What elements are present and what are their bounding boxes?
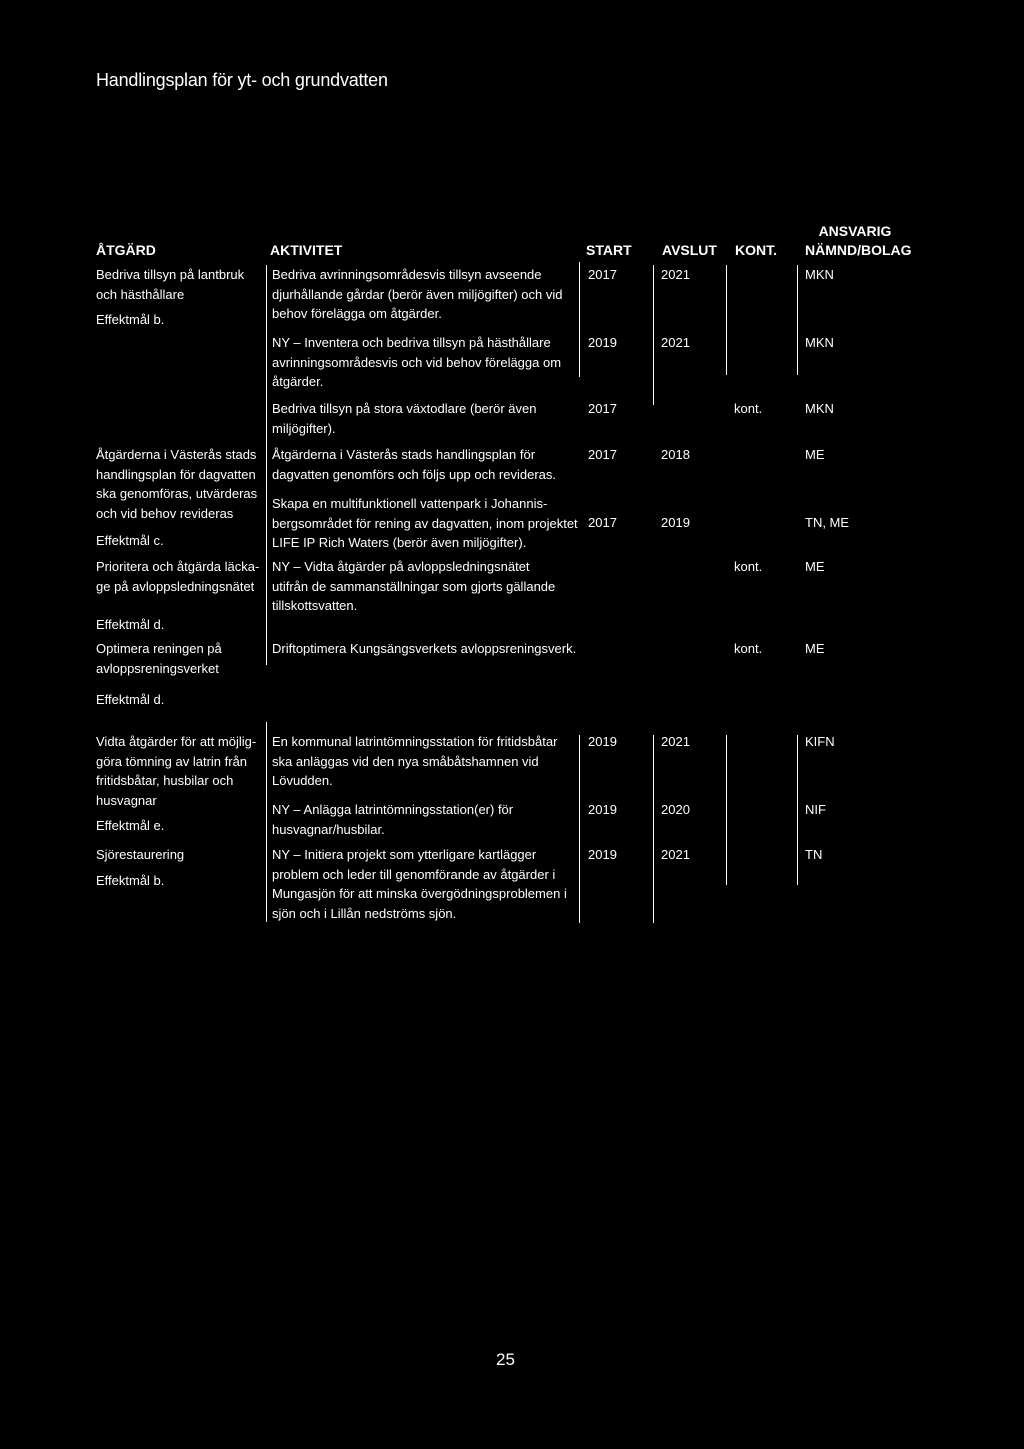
activity-start: 2017 [588,267,617,282]
activity-8 [272,732,557,791]
activity-text-line: Driftoptimera Kungsängsverkets avloppsreningsverk. [272,641,577,656]
action-group-2 [96,445,257,551]
action-text-line: Optimera reningen på [96,641,222,656]
activity-responsible: ME [805,559,825,574]
activity-responsible: TN [805,847,823,862]
activity-text-line: Bedriva tillsyn på stora växtodlare (berör även [272,401,537,416]
column-divider [797,735,798,885]
activity-4 [272,445,556,484]
activity-text-line: tillskottsvatten. [272,598,358,613]
column-divider [266,265,267,665]
page-title: Handlingsplan för yt- och grundvatten [96,70,388,90]
column-divider [726,735,727,885]
activity-kont: kont. [734,401,763,416]
header-ansvarig-line2: NÄMND/BOLAG [805,242,912,258]
activity-responsible: ME [805,447,825,462]
activity-responsible: MKN [805,335,834,350]
activity-text-line: Åtgärderna i Västerås stads handlingsplan för [272,447,536,462]
action-text-line: Åtgärderna i Västerås stads [96,447,257,462]
action-group-4 [96,639,222,710]
activity-end: 2020 [661,802,690,817]
action-text-line: husvagnar [96,792,157,808]
activity-kont: kont. [734,559,763,574]
activity-text-line: bergsområdet för rening av dagvatten, inom projektet [272,515,578,531]
action-goal: Effektmål d. [96,692,165,707]
action-text-line: och vid behov revideras [96,505,234,521]
action-text-line: Sjörestaurering [96,847,185,862]
activity-text-line: Mungasjön för att minska övergödningsproblemen i [272,886,567,901]
activity-text-line: miljögifter). [272,420,336,436]
activity-text-line: NY – Initiera projekt som ytterligare kartlägger [272,847,537,862]
activity-text-line: En kommunal latrintömningsstation för fritidsbåtar [272,734,558,749]
action-group-3 [96,557,259,635]
activity-start: 2019 [588,802,617,817]
activity-text-line: NY – Vidta åtgärder på avloppsledningsnätet [272,559,530,574]
action-group-6 [96,845,184,890]
header-aktivitet: AKTIVITET [270,242,343,258]
activity-start: 2019 [588,335,617,350]
activity-end: 2021 [661,267,690,282]
activity-6 [272,557,555,616]
column-divider [653,735,654,923]
activity-start: 2017 [588,401,617,416]
column-divider [726,265,727,375]
activity-10 [272,845,567,923]
header-kont: KONT. [735,242,777,258]
activity-responsible: TN, ME [805,515,850,530]
activity-text-line: Lövudden. [272,773,333,788]
page-number: 25 [496,1350,515,1369]
activity-start: 2019 [588,847,617,862]
activity-1 [272,265,562,324]
action-goal: Effektmål c. [96,533,164,548]
header-ansvarig [805,222,912,260]
header-ansvarig-line1: ANSVARIG [818,223,892,239]
header-start: START [586,242,632,258]
activity-responsible: MKN [805,267,834,282]
column-divider [653,265,654,405]
activity-responsible: NIF [805,802,826,817]
action-text-line: ge på avloppsledningsnätet [96,578,255,594]
column-divider [266,722,267,922]
activity-end: 2021 [661,734,690,749]
activity-end: 2018 [661,447,690,462]
action-goal: Effektmål d. [96,617,165,632]
activity-start: 2019 [588,734,617,749]
activity-end: 2019 [661,515,690,530]
action-text-line: handlingsplan för dagvatten [96,466,256,482]
activity-text-line: problem och leder till genomförande av åtgärder i [272,866,556,882]
activity-text-line: djurhållande gårdar (berör även miljögifter) och vid [272,286,563,302]
activity-text-line: NY – Anlägga latrintömningsstation(er) för [272,802,514,817]
activity-text-line: NY – Inventera och bedriva tillsyn på hästhållare [272,335,551,350]
activity-responsible: MKN [805,401,834,416]
activity-text-line: Bedriva avrinningsområdesvis tillsyn avseende [272,267,542,282]
activity-end: 2021 [661,335,690,350]
activity-3 [272,399,536,438]
action-text-line: Bedriva tillsyn på lantbruk [96,267,245,282]
column-divider [579,262,580,377]
action-text-line: ska genomföras, utvärderas [96,486,258,501]
activity-start: 2017 [588,447,617,462]
action-text-line: Vidta åtgärder för att möjlig- [96,734,257,749]
activity-5 [272,494,578,553]
activity-text-line: Skapa en multifunktionell vattenpark i Johannis- [272,496,548,511]
activity-text-line: ska anläggas vid den nya småbåtshamnen vid [272,753,539,769]
activity-text-line: husvagnar/husbilar. [272,821,385,837]
activity-9 [272,800,513,839]
activity-start: 2017 [588,515,617,530]
activity-responsible: ME [805,641,825,656]
action-text-line: göra tömning av latrin från [96,753,248,769]
header-atgard: ÅTGÄRD [96,242,156,258]
action-text-line: fritidsbåtar, husbilar och [96,773,234,788]
action-goal: Effektmål e. [96,818,165,833]
activity-text-line: åtgärder. [272,374,324,389]
activity-text-line: behov förelägga om åtgärder. [272,306,442,321]
action-group-5 [96,732,256,836]
activity-kont: kont. [734,641,763,656]
activity-text-line: avrinningsområdesvis och vid behov förelägga om [272,354,562,370]
activity-end: 2021 [661,847,690,862]
activity-text-line: dagvatten genomförs och följs upp och revideras. [272,466,557,482]
activity-text-line: sjön och i Lillån nedströms sjön. [272,905,457,921]
action-goal: Effektmål b. [96,312,165,327]
column-divider [797,265,798,375]
action-text-line: och hästhållare [96,286,185,302]
activity-2 [272,333,561,392]
activity-responsible: KIFN [805,734,835,749]
action-text-line: Prioritera och åtgärda läcka- [96,559,260,574]
action-group-1 [96,265,244,330]
header-avslut: AVSLUT [662,242,717,258]
activity-text-line: utifrån de sammanställningar som gjorts gällande [272,578,556,594]
activity-text-line: LIFE IP Rich Waters (berör även miljögifter). [272,535,527,550]
column-divider [579,735,580,923]
action-goal: Effektmål b. [96,872,165,888]
action-text-line: avloppsreningsverket [96,660,219,676]
activity-7 [272,639,576,659]
